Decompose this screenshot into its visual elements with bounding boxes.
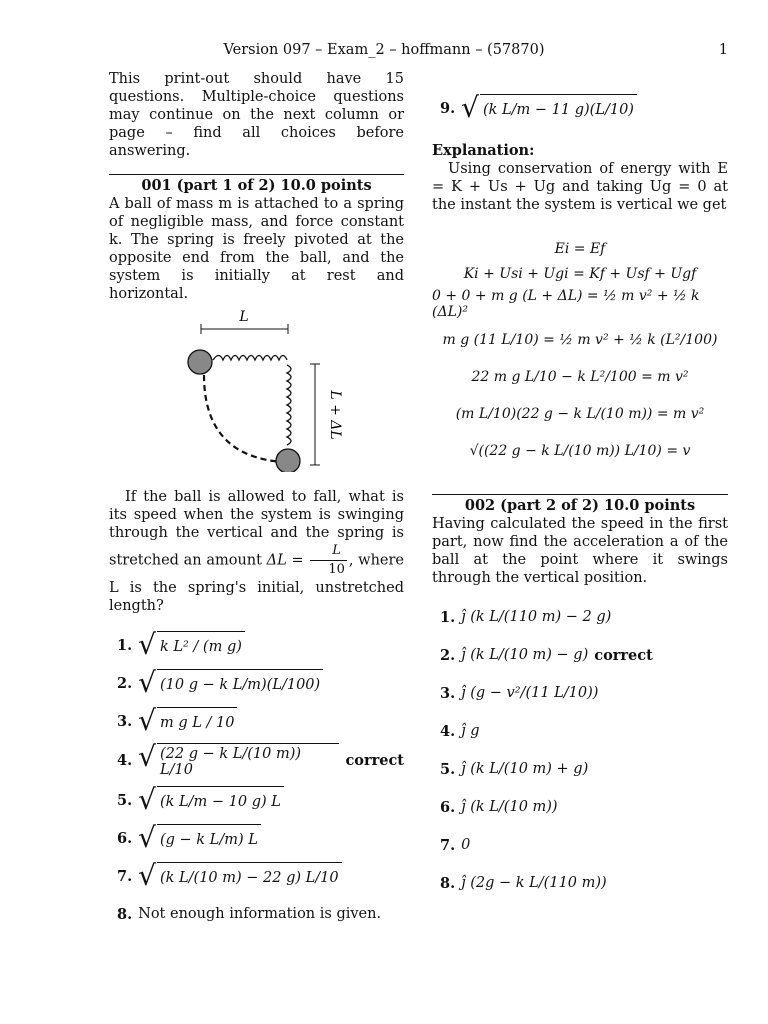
q2-heading: 002 (part 2 of 2) 10.0 points <box>432 494 728 515</box>
ball-final <box>276 449 300 472</box>
q1-answer[interactable]: 2. √ (10 g − k L/m)(L/100) <box>117 667 404 699</box>
explanation-text: Using conservation of energy with E = K + Us + Ug and taking Ug = 0 at the instant the system is vertical we get <box>432 161 728 213</box>
q1-answer[interactable]: 6. √ (g − k L/m) L <box>117 822 404 854</box>
q2-answer[interactable]: 5. ĵ (k L/(10 m) + g) <box>440 760 589 778</box>
equation: m g (11 L/10) = ½ m v² + ½ k (L²/100) <box>442 332 718 348</box>
equation: Ki + Usi + Ugi = Kf + Usf + Ugf <box>463 266 697 282</box>
q2-answer[interactable]: 7. 0 <box>440 836 471 854</box>
q2-answer[interactable]: 6. ĵ (k L/(10 m)) <box>440 798 558 816</box>
figure-label-side: L + ΔL <box>327 390 343 440</box>
figure-label-L: L <box>239 309 249 325</box>
q1-answer[interactable]: 8. Not enough information is given. <box>117 905 382 923</box>
right-column <box>432 70 728 905</box>
spring-figure <box>109 307 404 472</box>
page-number: 1 <box>718 42 728 58</box>
equation: (m L/10)(22 g − k L/(10 m)) = m v² <box>455 406 705 422</box>
q2-answer[interactable]: 2. ĵ (k L/(10 m) − g) correct <box>440 646 653 664</box>
q1-answer[interactable]: 4. √ (22 g − k L/(10 m)) L/10 correct <box>117 740 404 778</box>
q2-answer[interactable]: 3. ĵ (g − v²/(11 L/10)) <box>440 684 599 702</box>
equation: 0 + 0 + m g (L + ΔL) = ½ m v² + ½ k (ΔL)² <box>432 288 700 320</box>
q2-text: Having calculated the speed in the first part, now find the acceleration a of the ball at the point where it swings through the vertical position. <box>432 516 728 586</box>
left-column <box>109 70 404 936</box>
q2-answer[interactable]: 4. ĵ g <box>440 722 480 740</box>
equation: 22 m g L/10 − k L²/100 = m v² <box>471 369 689 385</box>
q1-answer[interactable]: 3. √ m g L / 10 <box>117 705 404 737</box>
q1-answer[interactable]: 7. √ (k L/(10 m) − 22 g) L/10 <box>117 860 404 892</box>
ball-initial <box>188 350 212 374</box>
intro-text: This print-out should have 15 questions. Multiple-choice questions may continue on the next column or page – find all choices before answering. <box>109 71 404 159</box>
q2-answers <box>432 601 728 899</box>
q1-heading: 001 (part 1 of 2) 10.0 points <box>109 174 404 195</box>
explanation-heading: Explanation: <box>432 142 535 159</box>
q2-answer[interactable]: 1. ĵ (k L/(110 m) − 2 g) <box>440 608 612 626</box>
q1-answers <box>109 629 404 930</box>
page-header: Version 097 – Exam_2 – hoffmann – (57870) <box>223 42 545 58</box>
q1-answer[interactable]: 1. √ k L² / (m g) <box>117 629 404 661</box>
equation: Ei = Ef <box>554 241 606 257</box>
explanation-equations <box>432 238 728 468</box>
equation: √((22 g − k L/(10 m)) L/10) = v <box>469 443 691 459</box>
q1-answer[interactable]: 9. √ (k L/m − 11 g)(L/10) <box>440 92 728 124</box>
q1-question: If the ball is allowed to fall, what is its speed when the system is swinging through the vertical and the spring is stretched an amount ΔL = $\frac{L}{10}$ , where L is the spring's initial, unstretched length? <box>109 489 405 614</box>
q1-text: A ball of mass m is attached to a spring of negligible mass, and force constant k. The spring is freely pivoted at the opposite end from the ball, and the system is initially at rest and horizontal. <box>109 196 404 302</box>
q1-answer[interactable]: 5. √ (k L/m − 10 g) L <box>117 784 404 816</box>
q2-answer[interactable]: 8. ĵ (2g − k L/(110 m)) <box>440 874 607 892</box>
